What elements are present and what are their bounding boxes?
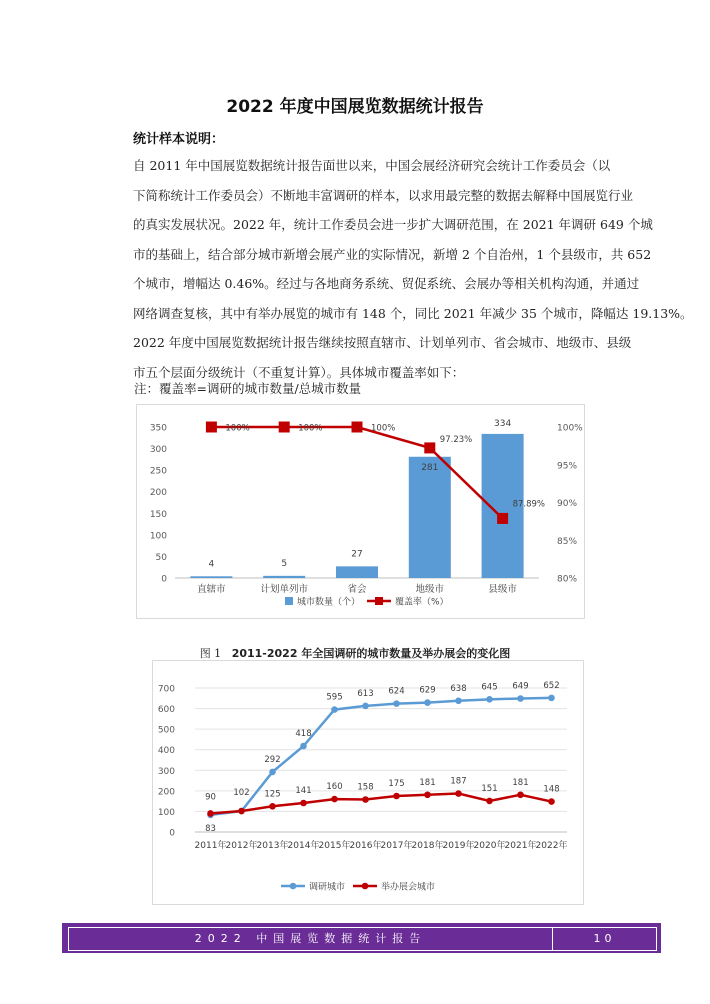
coverage-marker: [497, 513, 508, 524]
survey-point: [300, 743, 307, 750]
x-tick-label: 2016年: [349, 841, 382, 851]
coverage-marker: [424, 442, 435, 453]
legend-label: 调研城市: [309, 882, 346, 893]
y-right-tick-label: 100%: [557, 423, 583, 434]
exhibition-data-label: 187: [450, 776, 467, 787]
survey-point: [486, 696, 493, 703]
x-tick-label: 县级市: [488, 584, 517, 595]
coverage-marker: [352, 422, 363, 433]
coverage-marker: [279, 422, 290, 433]
x-tick-label: 2017年: [380, 841, 413, 851]
y-tick-label: 100: [157, 807, 175, 818]
paragraph-line: 自 2011 年中国展览数据统计报告面世以来，中国会展经济研究会统计工作委员会（以: [133, 158, 611, 173]
y-left-tick-label: 300: [149, 445, 167, 456]
figure-caption-prefix: 图 1: [199, 647, 222, 660]
legend-swatch-bar: [285, 597, 293, 605]
survey-point: [455, 697, 462, 704]
y-left-tick-label: 0: [161, 574, 167, 585]
y-left-tick-label: 200: [149, 488, 167, 499]
trend-chart-frame: [152, 660, 584, 905]
legend-marker-survey: [290, 883, 297, 890]
figure-caption-title: 2011-2022 年全国调研的城市数量及举办展会的变化图: [231, 647, 511, 660]
survey-data-label: 595: [326, 692, 343, 703]
y-right-tick-label: 90%: [557, 499, 578, 509]
exhibition-point: [331, 796, 338, 803]
survey-data-label: 645: [481, 682, 498, 693]
survey-data-label: 418: [295, 729, 312, 740]
footer-title: 2022 中国展览数据统计报告: [194, 932, 427, 945]
exhibition-data-label: 148: [543, 784, 560, 795]
exhibition-data-label: 181: [512, 777, 529, 788]
exhibition-point: [362, 796, 369, 803]
legend-label: 覆盖率（%）: [395, 597, 449, 608]
intro-paragraph: [133, 151, 693, 387]
paragraph-line: 市的基础上，结合部分城市新增会展产业的实际情况，新增 2 个自治州，1 个县级市，共 652: [133, 246, 652, 262]
footer-frame: [68, 927, 657, 951]
survey-data-label: 292: [264, 754, 281, 765]
survey-point: [393, 700, 400, 707]
paragraph-line: 的真实发展状况。2022 年，统计工作委员会进一步扩大调研范围，在 2021 年调研 649 个城: [133, 217, 653, 232]
coverage-data-label: 87.89%: [512, 499, 546, 510]
coverage-note: 注：覆盖率=调研的城市数量/总城市数量: [134, 381, 362, 396]
exhibition-point: [517, 791, 524, 798]
legend-marker-exhibition: [362, 883, 369, 890]
x-tick-label: 直辖市: [197, 584, 226, 595]
exhibition-point: [238, 808, 245, 815]
x-tick-label: 2012年: [225, 841, 258, 851]
exhibition-point: [548, 798, 555, 805]
x-tick-label: 2021年: [504, 841, 537, 851]
bar-data-label: 5: [281, 558, 288, 569]
coverage-data-label: 97.23%: [439, 434, 473, 445]
paragraph-line: 下简称统计工作委员会）不断地丰富调研的样本，以求用最完整的数据去解释中国展览行业: [133, 187, 634, 203]
legend-label: 城市数量（个）: [297, 597, 361, 608]
trend-chart: [153, 661, 583, 904]
bar-data-label: 4: [208, 559, 215, 570]
exhibition-data-label: 90: [205, 792, 216, 803]
report-title: 2022 年度中国展览数据统计报告: [226, 97, 484, 117]
y-right-tick-label: 85%: [557, 536, 578, 547]
x-tick-label: 2019年: [442, 841, 475, 851]
x-tick-label: 2022年: [535, 841, 568, 851]
y-left-tick-label: 350: [149, 423, 167, 434]
y-tick-label: 200: [157, 787, 175, 798]
survey-data-label: 102: [233, 788, 250, 799]
y-tick-label: 600: [157, 705, 175, 716]
legend-label: 举办展会城市: [381, 882, 436, 893]
legend-swatch-line: [375, 597, 383, 605]
exhibition-point: [207, 810, 214, 817]
survey-point: [362, 703, 369, 710]
exhibition-data-label: 160: [326, 782, 343, 793]
paragraph-line: 个城市，增幅达 0.46%。经过与各地商务系统、贸促系统、会展办等相关机构沟通，并通过: [133, 276, 640, 291]
bar-data-label: 281: [421, 462, 439, 473]
section-heading: 统计样本说明：: [133, 132, 225, 147]
y-left-tick-label: 150: [149, 509, 167, 520]
survey-point: [517, 695, 524, 702]
exhibition-point: [393, 793, 400, 800]
y-left-tick-label: 100: [149, 531, 167, 542]
y-right-tick-label: 80%: [557, 574, 578, 585]
exhibition-data-label: 175: [388, 779, 405, 789]
page-number: 10: [593, 932, 616, 945]
survey-data-label: 652: [543, 680, 560, 691]
paragraph-line: 2022 年度中国展览数据统计报告继续按照直辖市、计划单列市、省会城市、地级市、县级: [133, 335, 632, 350]
y-left-tick-label: 50: [155, 552, 167, 563]
bar: [263, 576, 305, 578]
bar: [190, 576, 232, 578]
figure-caption: [0, 645, 710, 661]
y-tick-label: 700: [157, 684, 175, 695]
bar-data-label: 27: [351, 549, 363, 560]
survey-data-label: 638: [450, 683, 467, 694]
series-line-exhibition: [211, 794, 552, 814]
exhibition-point: [269, 803, 276, 810]
survey-data-label: 649: [512, 681, 529, 692]
exhibition-point: [455, 790, 462, 797]
exhibition-point: [486, 798, 493, 805]
y-left-tick-label: 250: [149, 466, 167, 477]
y-tick-label: 300: [157, 766, 175, 777]
x-tick-label: 省会: [347, 584, 367, 595]
paragraph-line: 市五个层面分级统计（不重复计算）。具体城市覆盖率如下：: [133, 364, 465, 380]
exhibition-data-label: 141: [295, 785, 312, 796]
exhibition-data-label: 158: [357, 782, 374, 793]
survey-data-label: 629: [419, 685, 436, 696]
y-tick-label: 500: [157, 725, 175, 736]
exhibition-data-label: 125: [264, 789, 281, 800]
x-tick-label: 2020年: [473, 841, 506, 851]
coverage-chart: [137, 405, 584, 618]
page-footer: [62, 923, 661, 953]
exhibition-data-label: 151: [481, 783, 498, 794]
x-tick-label: 计划单列市: [260, 584, 308, 595]
coverage-data-label: 100%: [225, 423, 250, 434]
bar: [336, 566, 378, 578]
exhibition-point: [424, 791, 431, 798]
x-tick-label: 地级市: [415, 584, 445, 595]
exhibition-data-label: 181: [419, 777, 436, 788]
coverage-data-label: 100%: [371, 423, 396, 434]
bar-data-label: 334: [494, 418, 512, 429]
y-tick-label: 400: [157, 746, 175, 757]
bar: [409, 457, 451, 578]
y-tick-label: 0: [169, 828, 175, 839]
coverage-chart-frame: [136, 404, 585, 619]
survey-data-label: 613: [357, 688, 374, 699]
survey-point: [548, 695, 555, 702]
exhibition-point: [300, 800, 307, 807]
x-tick-label: 2013年: [256, 841, 289, 851]
coverage-data-label: 100%: [298, 423, 323, 434]
x-tick-label: 2018年: [411, 841, 444, 851]
y-right-tick-label: 95%: [557, 461, 578, 472]
survey-data-label: 624: [388, 686, 405, 697]
survey-data-label: 83: [205, 823, 216, 834]
x-tick-label: 2014年: [287, 841, 320, 851]
paragraph-line: 网络调查复核，其中有举办展览的城市有 148 个，同比 2021 年减少 35 个城市，降幅达 19.13%。: [133, 305, 693, 321]
survey-point: [424, 699, 431, 706]
x-tick-label: 2015年: [318, 841, 351, 851]
survey-point: [269, 769, 276, 776]
survey-point: [331, 706, 338, 713]
x-tick-label: 2011年: [194, 841, 227, 851]
coverage-marker: [206, 422, 217, 433]
